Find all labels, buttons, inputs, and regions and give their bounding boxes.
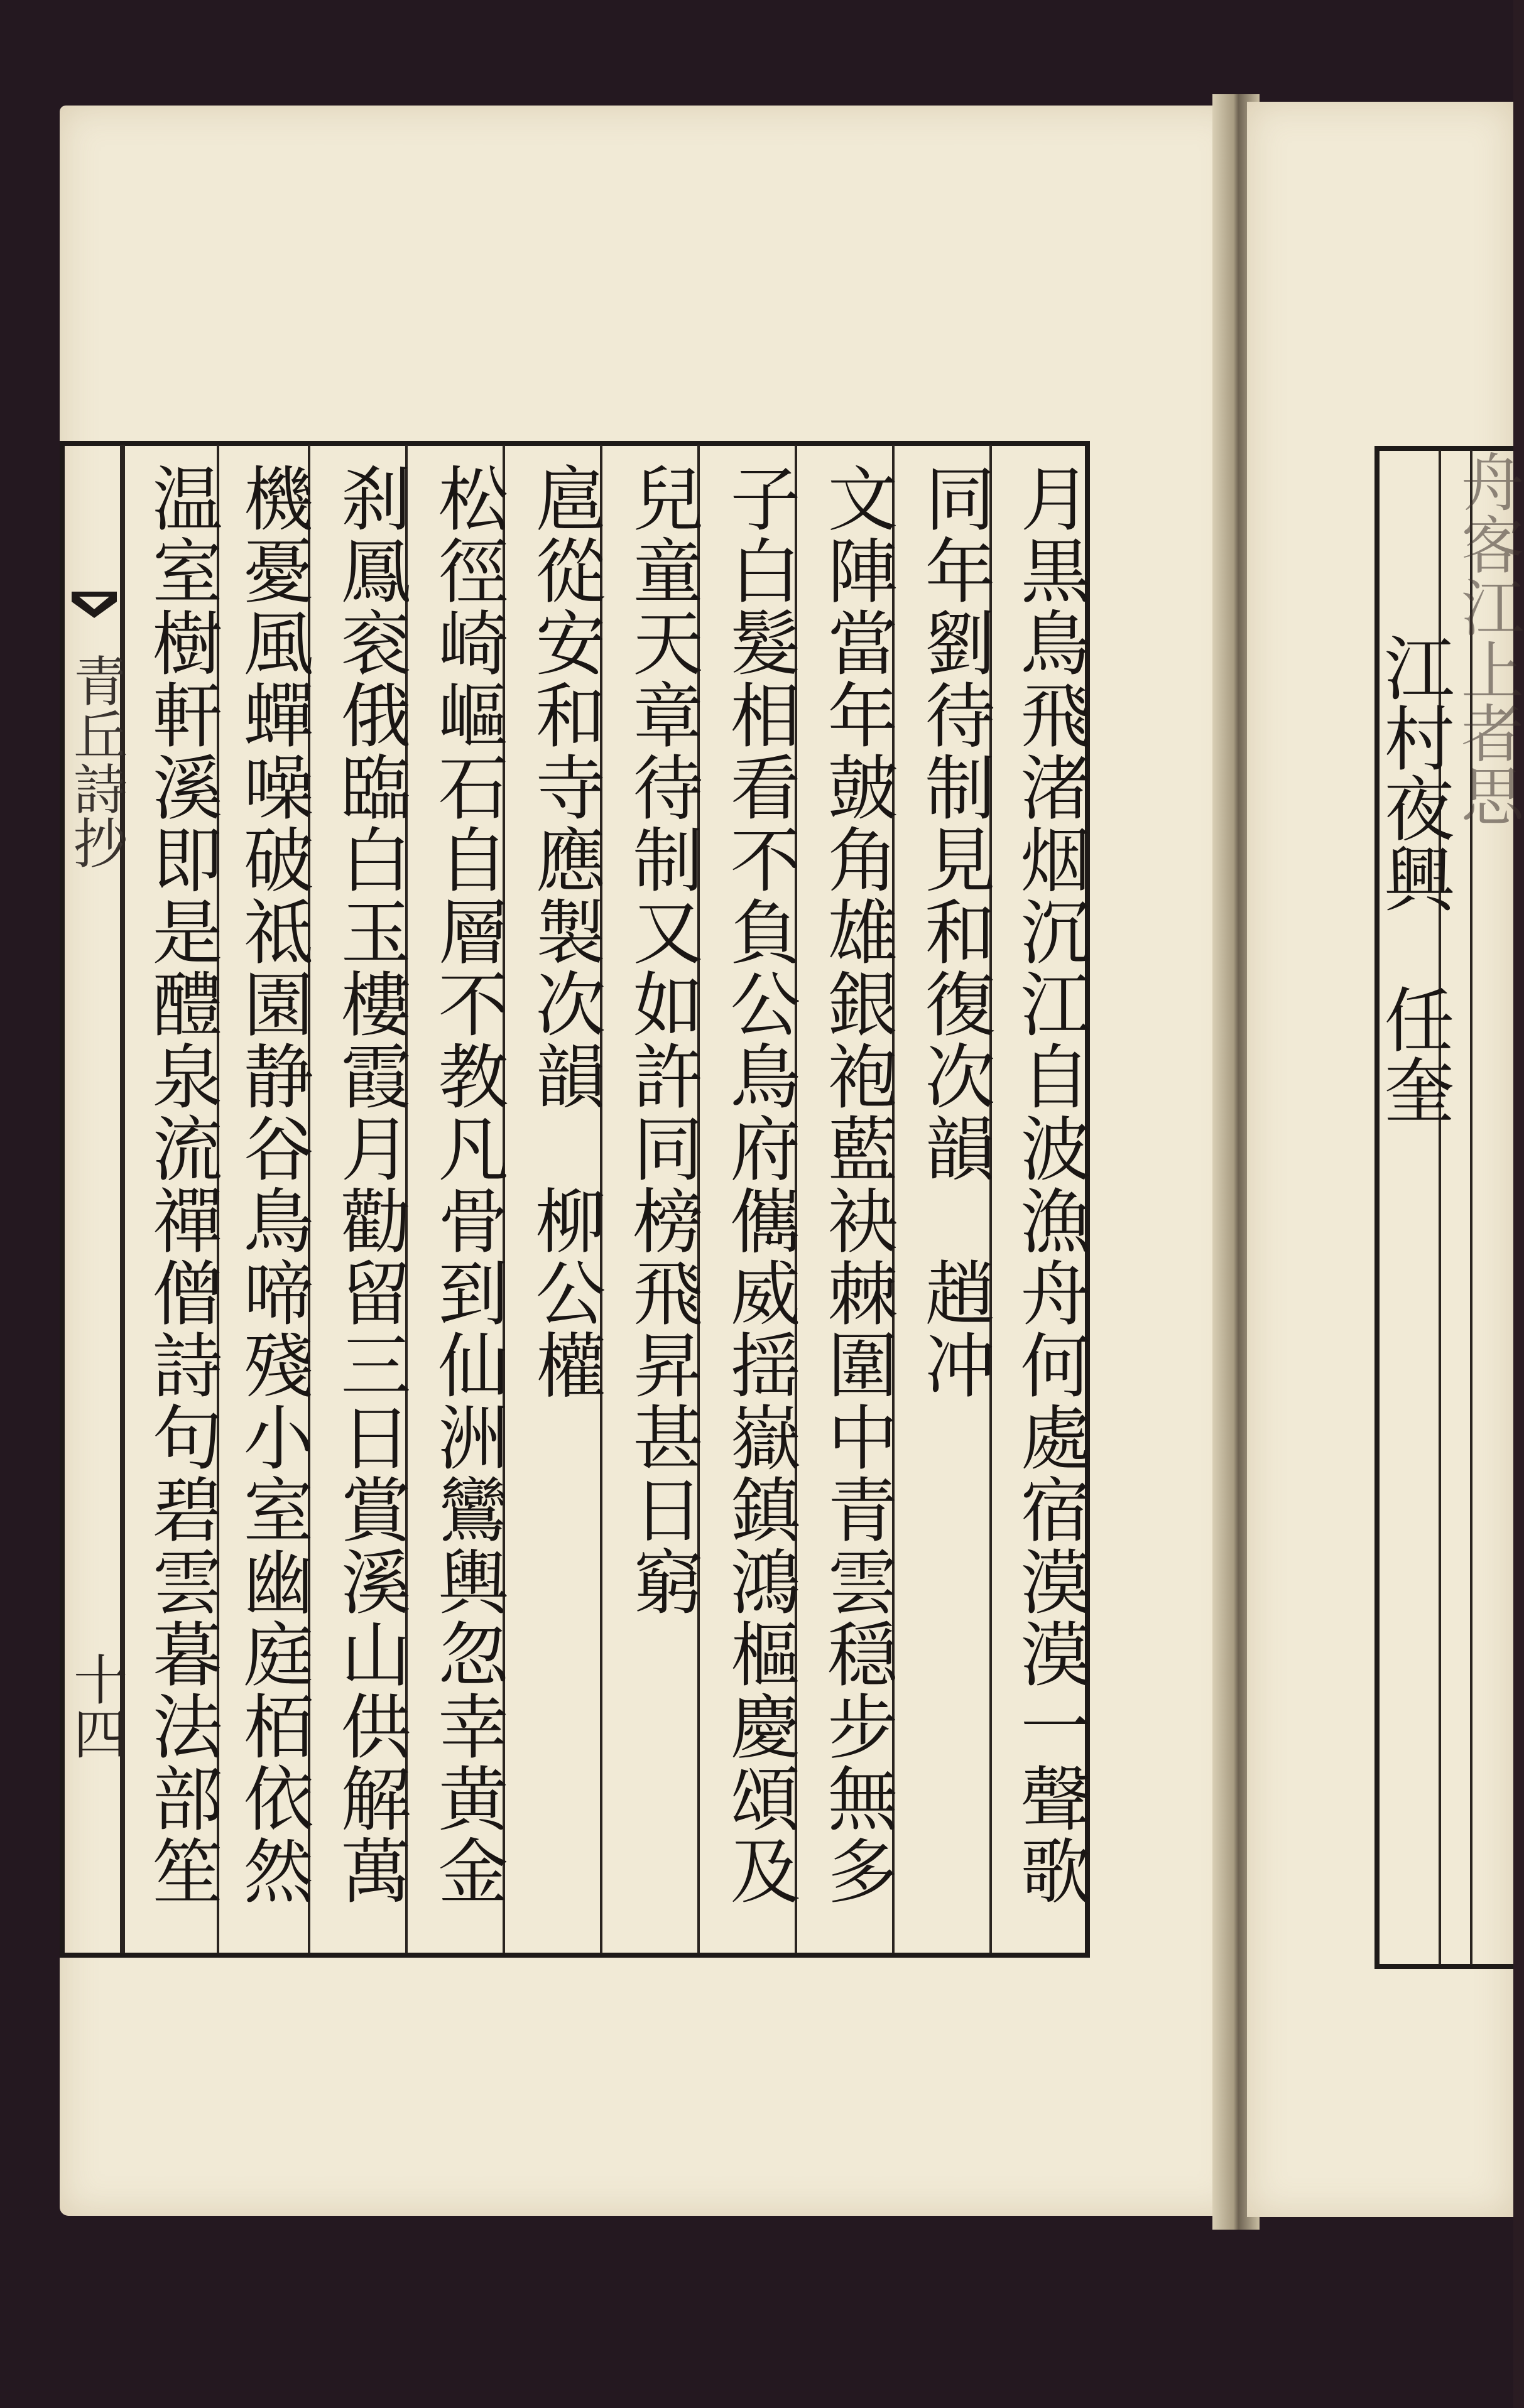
text-column-9: 機憂風蟬噪破祗園静谷鳥啼殘小室幽庭栢依然 xyxy=(217,445,308,1953)
text-column-1: 月黒鳥飛渚烟沉江自波漁舟何處宿漠漠一聲歌 xyxy=(989,445,1085,1953)
text-column-6: 扈從安和寺應製次韻 柳公權 xyxy=(503,445,600,1953)
fold-page-number: 十四 xyxy=(64,1652,127,1760)
fish-tail-mark-icon xyxy=(70,590,118,634)
text-column-8: 刹鳳衮俄臨白玉樓霞月勸留三日賞溪山供解萬 xyxy=(308,445,405,1953)
poem-title-column: 江村夜興 任奎 xyxy=(1373,632,1454,1124)
text-column-7: 松徑崎嶇石自層不教凡骨到仙洲鸞輿忽幸黄金 xyxy=(405,445,503,1953)
text-column-10: 温室樹軒溪即是醴泉流禪僧詩句碧雲暮法部笙 xyxy=(122,445,217,1953)
text-column-4: 子白髮相看不負公鳥府㒞威揺嶽鎮鴻樞慶頌及 xyxy=(697,445,795,1953)
fold-book-title: 青丘詩抄 xyxy=(64,653,127,869)
text-column-3: 文陣當年皷角雄銀袍藍袂棘圍中青雲穏步無多 xyxy=(795,445,892,1953)
text-column-5: 兒童天章待制又如許同榜飛昇甚日窮 xyxy=(600,445,697,1953)
right-ghost-column: 舟客江上者思 xyxy=(1451,450,1524,827)
text-column-2: 同年劉待制見和復次韻 趙冲 xyxy=(892,445,989,1953)
